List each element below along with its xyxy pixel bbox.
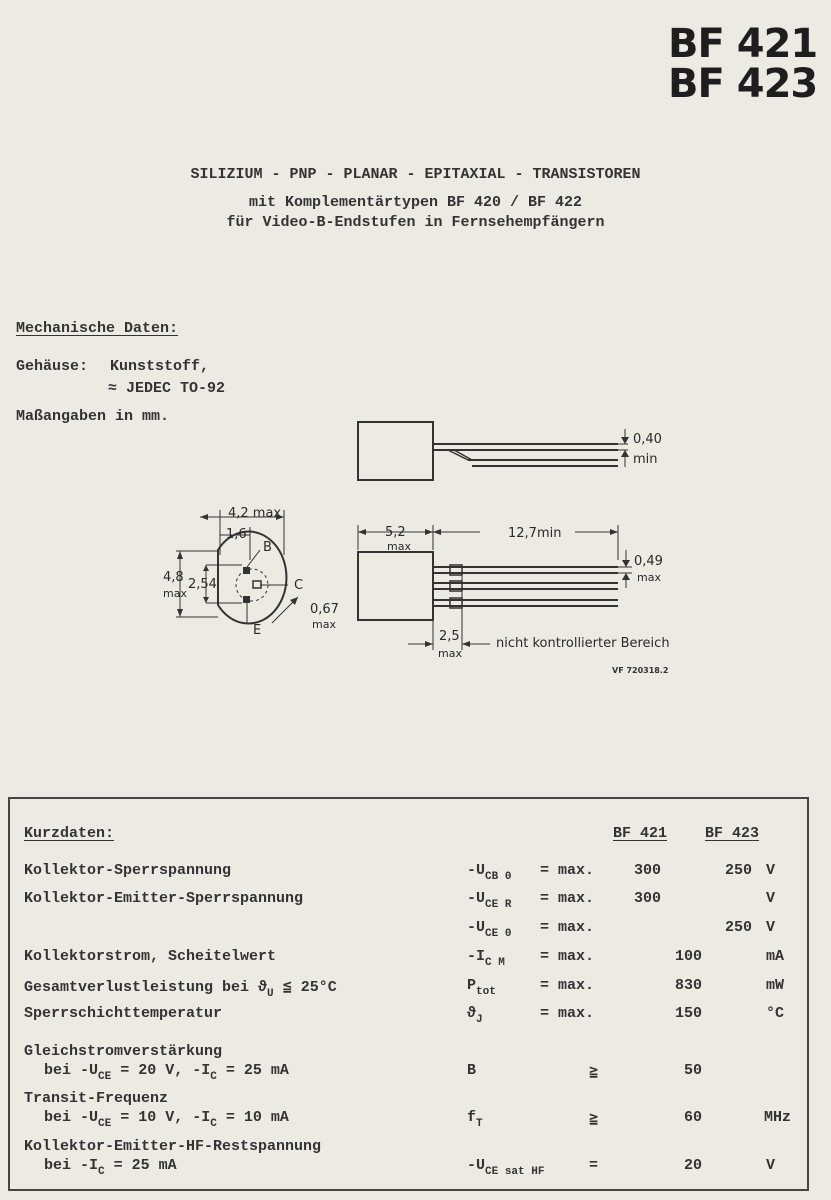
- top-view-drawing: [350, 415, 670, 495]
- dim-0-67-max: max: [312, 618, 336, 631]
- dim-2-5: 2,5: [439, 629, 460, 644]
- param-unit: V: [766, 862, 776, 879]
- value-common: 60: [684, 1109, 703, 1126]
- pin-label-b: B: [263, 540, 272, 555]
- param-name: Kollektor-Sperrspannung: [24, 862, 232, 879]
- intro-title: SILIZIUM - PNP - PLANAR - EPITAXIAL - TRANSISTOREN: [190, 166, 641, 183]
- dim-min-label: min: [633, 452, 658, 467]
- param-symbol: $-U_{CE R}$: [467, 890, 512, 911]
- param-name: Gesamtverlustleistung bei $ϑ_U$ ≦ 25°C: [24, 979, 337, 1000]
- param-name: Kollektor-Emitter-Sperrspannung: [24, 890, 304, 907]
- value-common: 20: [684, 1157, 703, 1174]
- param-symbol: B: [467, 1062, 477, 1079]
- dim-2-54: 2,54: [188, 577, 217, 592]
- value-common: 150: [675, 1005, 703, 1022]
- dim-1-6: 1,6: [226, 527, 247, 542]
- front-view-drawing: [160, 505, 330, 645]
- param-condition: bei $-U_{CE} = 20$ V, $-I_C = 25$ mA: [44, 1062, 289, 1083]
- param-name: Gleichstromverstärkung: [24, 1043, 223, 1060]
- param-unit: V: [766, 1157, 776, 1174]
- param-unit: V: [766, 919, 776, 936]
- housing-value: Kunststoff,: [110, 358, 210, 375]
- value-bf421: 300: [634, 862, 662, 879]
- dim-5-2-max: max: [387, 540, 411, 553]
- dim-0-67: 0,67: [310, 602, 339, 617]
- param-relation: =: [589, 1157, 599, 1174]
- value-bf421: 300: [634, 890, 662, 907]
- param-symbol: $P_{tot}$: [467, 977, 496, 998]
- part-number-bf421: BF 421: [668, 21, 818, 67]
- param-symbol: $ϑ_J$: [467, 1005, 483, 1026]
- drawing-reference: VF 720318.2: [612, 666, 669, 675]
- col-header-bf423: BF 423: [705, 825, 760, 842]
- param-relation: = max.: [540, 862, 595, 879]
- units-note: Maßangaben in mm.: [16, 408, 170, 425]
- param-condition: bei $-U_{CE} = 10$ V, $-I_C = 10$ mA: [44, 1109, 289, 1130]
- value-common: 100: [675, 948, 703, 965]
- param-name: Sperrschichttemperatur: [24, 1005, 223, 1022]
- param-unit: °C: [766, 1005, 785, 1022]
- param-unit: V: [766, 890, 776, 907]
- housing-jedec: ≈ JEDEC TO-92: [108, 380, 226, 397]
- param-unit: mA: [766, 948, 785, 965]
- param-relation: = max.: [540, 919, 595, 936]
- param-symbol: $-I_{C M}$: [467, 948, 505, 969]
- pin-label-e: E: [253, 623, 262, 638]
- dim-12-7-min: 12,7min: [508, 526, 562, 541]
- param-name: Kollektorstrom, Scheitelwert: [24, 948, 277, 965]
- pin-label-c: C: [294, 578, 304, 593]
- param-symbol: $-U_{CB 0}$: [467, 862, 512, 883]
- param-name: Kollektor-Emitter-HF-Restspannung: [24, 1138, 322, 1155]
- col-header-bf421: BF 421: [613, 825, 668, 842]
- dim-4-8: 4,8: [163, 570, 184, 585]
- param-symbol: $f_T$: [467, 1109, 483, 1130]
- intro-complement: mit Komplementärtypen BF 420 / BF 422: [248, 194, 583, 211]
- param-relation: ≧: [589, 1064, 599, 1081]
- param-unit: mW: [766, 977, 785, 994]
- dim-4-2-max: 4,2 max: [228, 506, 282, 521]
- param-relation: = max.: [540, 977, 595, 994]
- housing-label: Gehäuse:: [16, 358, 89, 375]
- param-relation: = max.: [540, 1005, 595, 1022]
- dim-0-49-max: max: [637, 571, 661, 584]
- dim-4-8-max: max: [163, 587, 187, 600]
- uncontrolled-area-label: nicht kontrollierter Bereich: [496, 636, 670, 651]
- param-symbol: $-U_{CE 0}$: [467, 919, 512, 940]
- kurzdaten-heading: Kurzdaten:: [24, 825, 115, 842]
- param-relation: ≧: [589, 1111, 599, 1128]
- param-condition: bei $-I_C = 25$ mA: [44, 1157, 177, 1178]
- dim-0-40: 0,40: [633, 432, 662, 447]
- param-unit: MHz: [764, 1109, 792, 1126]
- dim-5-2: 5,2: [385, 525, 406, 540]
- value-common: 50: [684, 1062, 703, 1079]
- part-number-bf423: BF 423: [668, 61, 818, 107]
- dim-2-5-max: max: [438, 647, 462, 660]
- mech-heading: Mechanische Daten:: [16, 320, 179, 337]
- param-name: Transit-Frequenz: [24, 1090, 169, 1107]
- param-symbol: $-U_{CE sat HF}$: [467, 1157, 545, 1178]
- dim-0-49: 0,49: [634, 554, 663, 569]
- value-common: 830: [675, 977, 703, 994]
- value-bf423: 250: [725, 862, 753, 879]
- value-bf423: 250: [725, 919, 753, 936]
- param-relation: = max.: [540, 890, 595, 907]
- intro-application: für Video-B-Endstufen in Fernsehempfängern: [226, 214, 605, 231]
- param-relation: = max.: [540, 948, 595, 965]
